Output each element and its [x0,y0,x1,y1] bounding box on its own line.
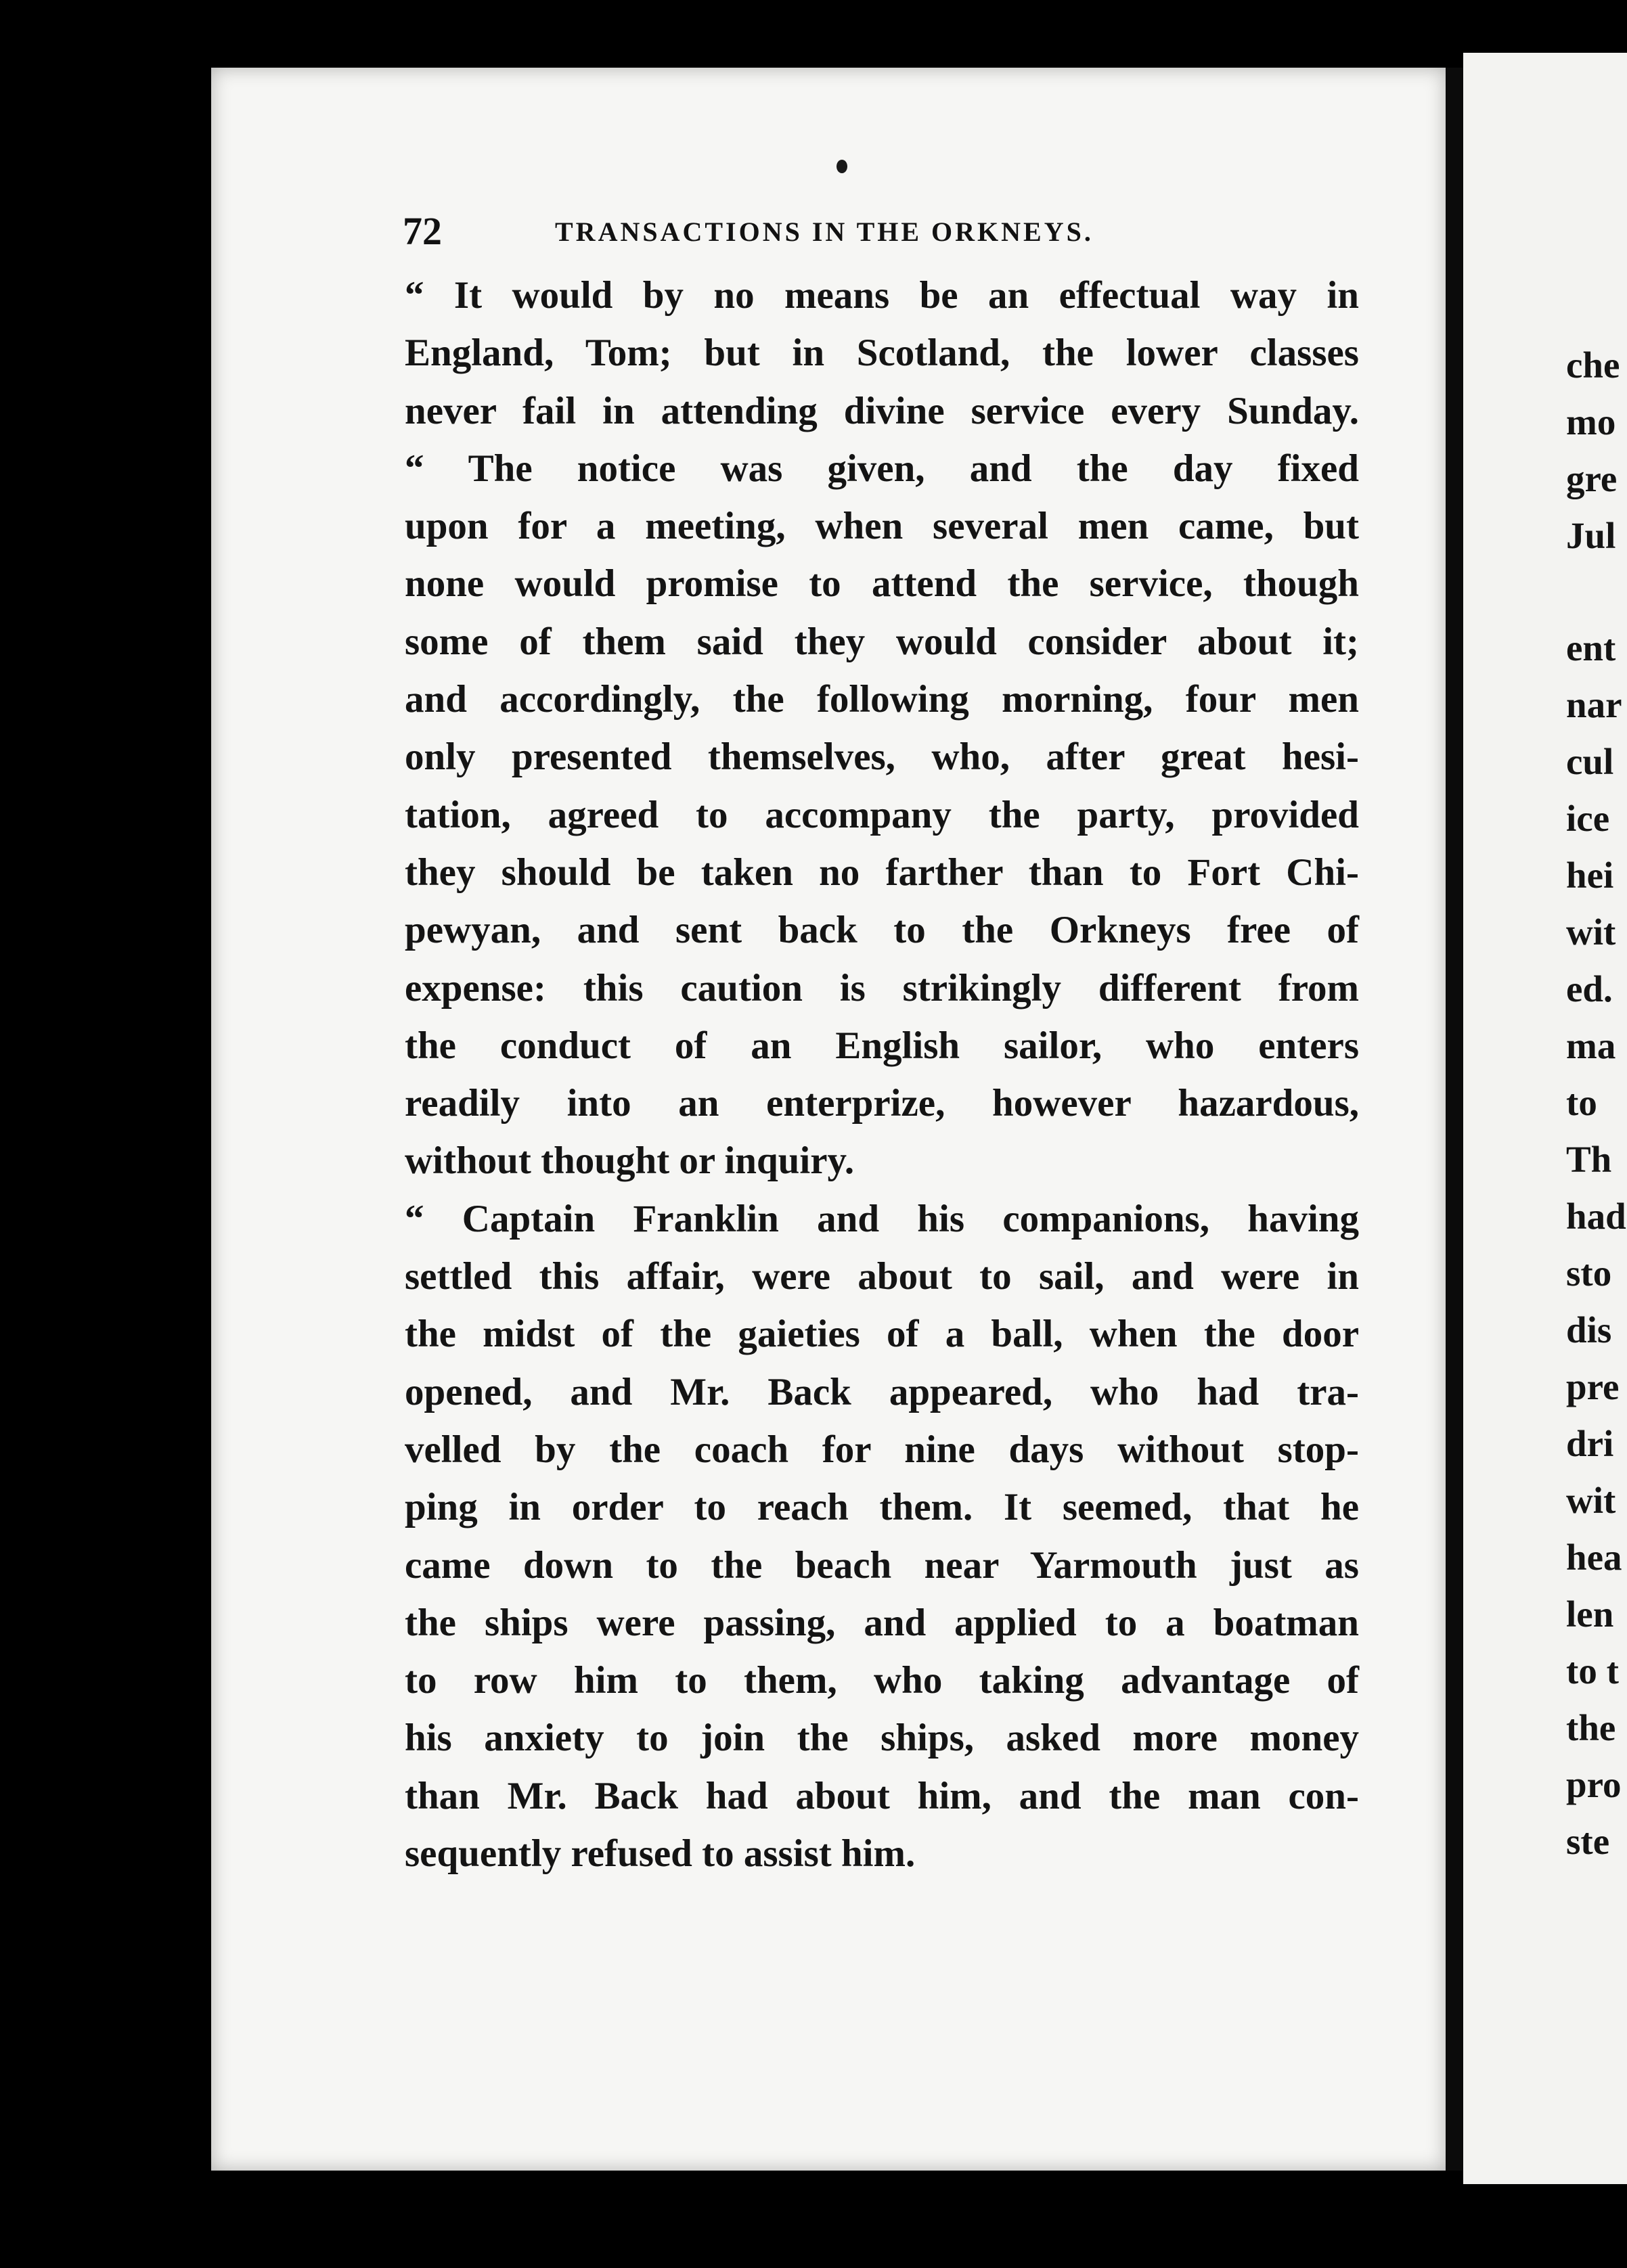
opposite-page [1463,53,1627,2184]
text-line: upon for a meeting, when several men came, but [405,505,1359,548]
opposite-line: ice [1566,798,1610,839]
opposite-line: mo [1566,401,1616,443]
text-line: the ships were passing, and applied to a boatman [405,1601,1359,1644]
opposite-line: che [1566,344,1620,386]
text-line: to row him to them, who taking advantage of [405,1659,1359,1702]
opposite-line: Jul [1566,515,1616,556]
opposite-line: len [1566,1593,1614,1635]
opposite-line: cul [1566,741,1614,782]
text-line: sequently refused to assist him. [405,1832,916,1876]
text-line: and accordingly, the following morning, four men [405,678,1359,721]
opposite-line: ed. [1566,968,1613,1010]
running-title: TRANSACTIONS IN THE ORKNEYS. [555,217,1094,247]
page-gutter-shadow [1446,68,1463,2171]
opposite-line: hea [1566,1537,1622,1578]
opposite-line: nar [1566,684,1622,725]
opposite-line: hei [1566,855,1614,896]
page-number: 72 [403,209,442,253]
opposite-line: pro [1566,1764,1622,1805]
opposite-line: dis [1566,1309,1612,1351]
text-line: they should be taken no farther than to Fort Chi- [405,850,1359,894]
opposite-line: to [1566,1082,1597,1123]
text-line: pewyan, and sent back to the Orkneys free of [405,909,1359,952]
opposite-line: dri [1566,1423,1614,1464]
opposite-line: to t [1566,1650,1619,1692]
text-line: never fail in attending divine service every Sunday. [405,389,1359,432]
text-line: expense: this caution is strikingly different from [405,966,1359,1010]
opposite-line: sto [1566,1252,1612,1294]
text-line: some of them said they would consider about it; [405,620,1359,663]
text-line: velled by the coach for nine days without stop- [405,1428,1359,1471]
text-line: none would promise to attend the service, though [405,562,1359,606]
text-line: tation, agreed to accompany the party, provided [405,793,1359,836]
text-line: the midst of the gaieties of a ball, when the door [405,1313,1359,1356]
text-line: “ The notice was given, and the day fixed [405,447,1359,490]
text-line: “ Captain Franklin and his companions, having [405,1197,1359,1240]
text-line: the conduct of an English sailor, who enters [405,1024,1359,1067]
text-line: only presented themselves, who, after great hesi- [405,735,1359,779]
text-line: without thought or inquiry. [405,1139,855,1183]
opposite-line: had [1566,1196,1626,1237]
text-line: came down to the beach near Yarmouth just as [405,1543,1359,1587]
opposite-line: ma [1566,1025,1616,1066]
body-text [405,267,1359,1882]
opposite-line: gre [1566,458,1618,499]
text-line: than Mr. Back had about him, and the man con- [405,1774,1359,1817]
text-line: “ It would by no means be an effectual way in [405,274,1359,317]
opposite-line: the [1566,1707,1616,1748]
text-line: settled this affair, were about to sail, and were in [405,1255,1359,1298]
running-head [403,211,1364,252]
text-line: England, Tom; but in Scotland, the lower classes [405,332,1359,375]
opposite-line: Th [1566,1139,1612,1180]
text-line: his anxiety to join the ships, asked more money [405,1717,1359,1760]
opposite-line: ste [1566,1821,1610,1862]
text-line: ping in order to reach them. It seemed, that he [405,1486,1359,1529]
text-line: opened, and Mr. Back appeared, who had tra- [405,1370,1359,1413]
opposite-line: wit [1566,1480,1616,1521]
opposite-line: ent [1566,627,1616,668]
ornament-dot [837,160,847,173]
opposite-line: wit [1566,911,1616,953]
text-line: readily into an enterprize, however hazardous, [405,1082,1359,1125]
opposite-line: pre [1566,1366,1620,1407]
